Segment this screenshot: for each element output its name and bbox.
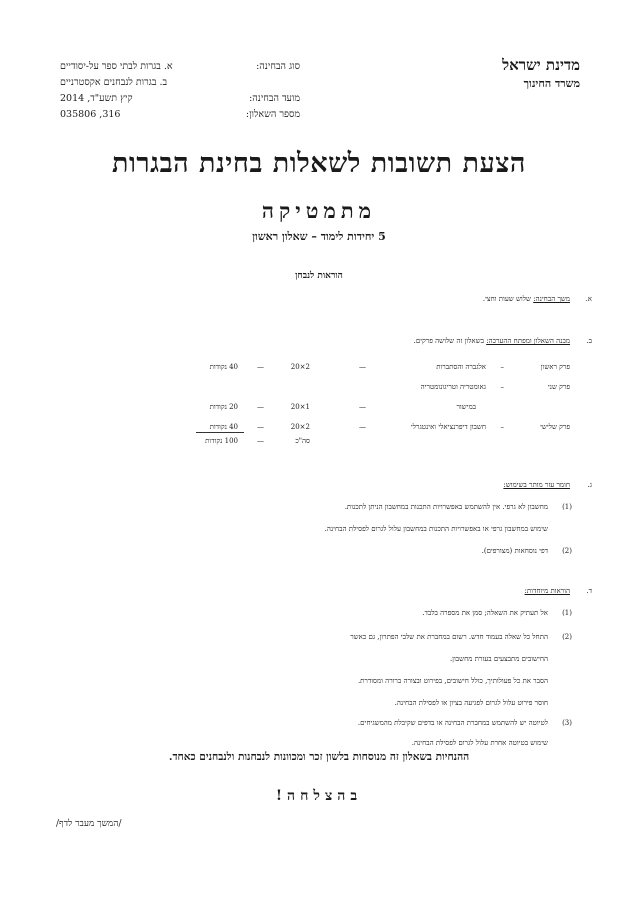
section-c-label: חומר עזר מותר בשימוש: — [503, 481, 570, 489]
item-number: (3) — [562, 719, 572, 727]
part-topic: חשבון דיפרנציאלי ואינטגרלי — [410, 423, 486, 431]
part-name: פרק שני — [547, 383, 570, 391]
total-dash: — — [257, 437, 264, 445]
exam-type-label: סוג הבחינה: — [256, 61, 300, 72]
part-points: 40 נקודות — [209, 363, 238, 371]
issuer-block — [502, 56, 580, 90]
section-b-label: מבנה השאלון ומפתח ההערכה: — [486, 337, 570, 345]
section-b-letter: ב. — [586, 337, 592, 345]
part-points: 20 נקודות — [209, 403, 238, 411]
exam-type-value-2: ב. בגרות לנבחנים אקסטרניים — [60, 77, 168, 88]
section-d-label: הוראות מיוחדות: — [524, 587, 570, 595]
item-line: הסבר את כל פעולותיך, כולל חישובים, בפירוט ובצורה ברורה ומסודרת. — [357, 677, 548, 685]
part-dash: – — [500, 423, 504, 431]
item-number: (1) — [562, 503, 572, 511]
section-b-line — [414, 336, 570, 346]
exam-type-row — [60, 59, 300, 75]
part-dash: — — [257, 363, 264, 371]
section-a-line — [483, 294, 570, 304]
section-a-label: משך הבחינה: — [533, 295, 570, 303]
section-a-letter: א. — [585, 295, 592, 303]
part-topic: גאומטריה וטריגונומטריה — [420, 383, 486, 391]
part-name: פרק שלישי — [540, 423, 570, 431]
part-topic: אלגברה והסתברות — [436, 363, 486, 371]
item-number: (2) — [562, 633, 572, 641]
continue-note: /המשך מעבר לדף/ — [56, 819, 122, 829]
part-points: 40 נקודות — [209, 423, 238, 431]
item-line: החישובים מתבצעים בעזרת מחשבון. — [449, 655, 548, 663]
item-line: דפי נוסחאות (מצורפים). — [481, 547, 548, 555]
part-dash: – — [500, 363, 504, 371]
part-dash: — — [359, 363, 366, 371]
part-calc: 2×20 — [290, 423, 310, 431]
part-dash: — — [257, 423, 264, 431]
exam-details — [60, 59, 300, 123]
section-d-letter: ד. — [586, 587, 592, 595]
units-line: 5 יחידות לימוד – שאלון ראשון — [252, 230, 386, 243]
part-calc: 2×20 — [290, 363, 310, 371]
exam-type-value: א. בגרות לבתי ספר על-יסודיים — [60, 61, 173, 72]
item-line: אל תעתיק את השאלה; סמן את מספרה בלבד. — [422, 609, 548, 617]
item-line: מחשבון לא גרפי. אין להשתמש באפשרויות התכנות במחשבון הניתן לתכנות. — [344, 503, 548, 511]
item-line: חוסר פירוט עלול לגרום לפגיעה בציון או לפסילת הבחינה. — [394, 699, 548, 707]
section-c-letter: ג. — [587, 481, 592, 489]
part-dash: – — [500, 383, 504, 391]
item-line: לטיוטה יש להשתמש במחברת הבחינה או בדפים שקיבלת מהמשגיחים. — [357, 719, 548, 727]
total-divider — [196, 432, 244, 433]
part-dash: — — [359, 403, 366, 411]
good-luck: בהצלחה! — [275, 788, 363, 804]
exam-type-row-2 — [60, 75, 300, 91]
item-number: (2) — [562, 547, 572, 555]
part-calc: 1×20 — [290, 403, 310, 411]
section-a-text: שלוש שעות וחצי. — [482, 295, 531, 303]
item-number: (1) — [562, 609, 572, 617]
ministry-name: משרד החינוך — [523, 77, 580, 90]
exam-date-label: מועד הבחינה: — [249, 93, 300, 104]
total-label: סה"כ — [295, 437, 310, 445]
exam-number-value: 316, 035806 — [60, 109, 121, 120]
instructions-heading: הוראות לנבחן — [295, 271, 343, 281]
subject-title: מתמטיקה — [261, 198, 377, 223]
exam-date-row — [60, 91, 300, 107]
section-b-text: בשאלון זה שלושה פרקים. — [413, 337, 484, 345]
exam-date-value: קיץ תשע"ד, 2014 — [60, 93, 133, 104]
item-line: שימוש בטיוטה אחרת עלול לגרום לפסילת הבחינה. — [411, 739, 548, 747]
item-line: התחל כל שאלה בעמוד חדש. רשום במחברת את שלבי הפתרון, גם כאשר — [350, 633, 548, 641]
state-name: מדינת ישראל — [502, 56, 580, 74]
part-name: פרק ראשון — [540, 363, 570, 371]
total-points: 100 נקודות — [205, 437, 238, 445]
gender-note: ההנחיות בשאלון זה מנוסחות בלשון זכר ומכוונות לנבחנות ולנבחנים כאחד. — [168, 751, 470, 763]
exam-number-label: מספר השאלון: — [245, 109, 300, 120]
exam-number-row — [60, 107, 300, 123]
item-line: שימוש במחשבון גרפי או באפשרויות התכנות במחשבון עלול לגרום לפסילת הבחינה. — [324, 525, 548, 533]
part-topic: במישור — [456, 403, 476, 411]
part-dash: — — [257, 403, 264, 411]
page-title: הצעת תשובות לשאלות בחינת הבגרות — [112, 148, 526, 179]
part-dash: — — [359, 423, 366, 431]
